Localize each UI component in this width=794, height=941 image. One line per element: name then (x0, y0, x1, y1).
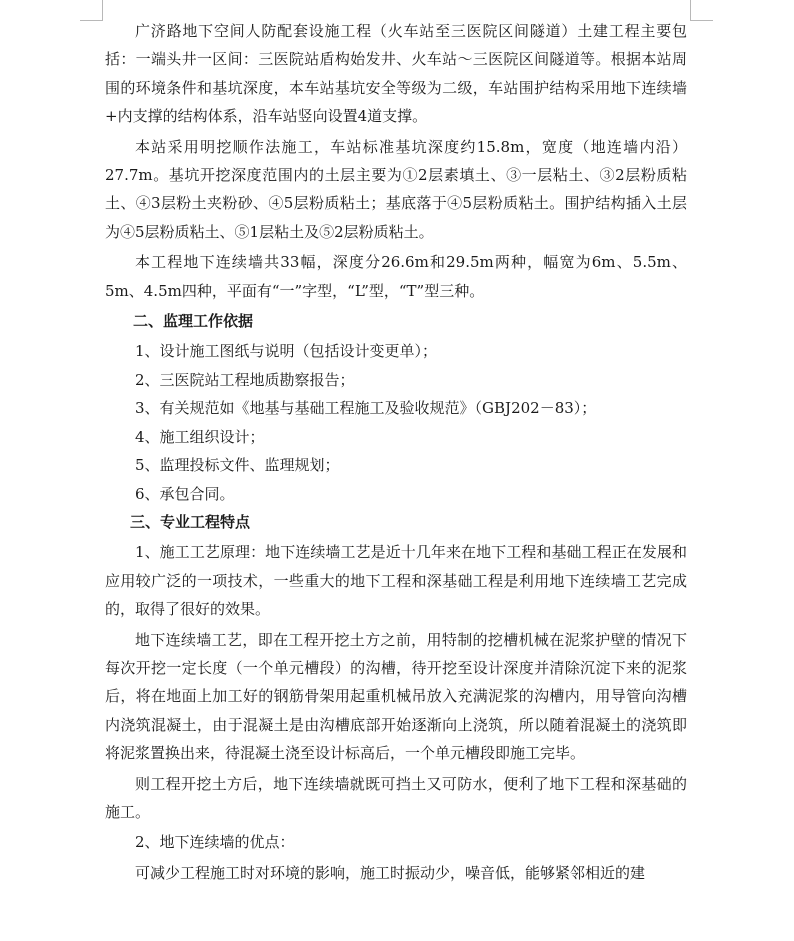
principle-paragraph: 1、施工工艺原理：地下连续墙工艺是近十几年来在地下工程和基础工程正在发展和应用较广泛的一项技术，一些重大的地下工程和深基础工程是利用地下连续墙工艺完成的，取得了很好的效果。 (105, 543, 687, 619)
after-paragraph: 则工程开挖土方后，地下连续墙就既可挡土又可防水，便利了地下工程和深基础的施工。 (105, 774, 687, 821)
basis-item: 3、有关规范如《地基与基础工程施工及验收规范》（GBJ202－83）； (135, 399, 597, 418)
advantages-paragraph: 可减少工程施工时对环境的影响，施工时振动少，噪音低，能够紧邻相近的建 (135, 863, 646, 882)
construction-paragraph: 本站采用明挖顺作法施工，车站标准基坑深度约15.8m，宽度（地连墙内沿）27.7m。基坑开挖深度范围内的土层主要为①2层素填土、③一层粘土、③2层粉质粘土、④3层粉土夹粉砂、④5层粉质粘土；基底落于④5层粉质粘土。围护结构插入土层为④5层粉质粘土、⑤1层粘土及⑤2层粉质粘土。 (105, 137, 687, 241)
wall-paragraph: 本工程地下连续墙共33幅，深度分26.6m和29.5m两种，幅宽为6m、5.5m、5m、4.5m四种，平面有“一”字型，“L”型，“T”型三种。 (105, 253, 687, 300)
basis-item: 2、三医院站工程地质勘察报告； (135, 370, 355, 389)
page-corner-mark-right (690, 0, 713, 21)
process-paragraph: 地下连续墙工艺，即在工程开挖土方之前，用特制的挖槽机械在泥浆护壁的情况下每次开挖一定长度（一个单元槽段）的沟槽，待开挖至设计深度并清除沉淀下来的泥浆后，将在地面上加工好的钢筋骨架用起重机械吊放入充满泥浆的沟槽内，用导管向沟槽内浇筑混凝土，由于混凝土是由沟槽底部开始逐渐向上浇筑，所以随着混凝土的浇筑即将泥浆置换出来，待混凝土浇至设计标高后，一个单元槽段即施工完毕。 (105, 630, 687, 763)
section-heading-features: 三、专业工程特点 (130, 512, 251, 531)
advantages-heading: 2、地下连续墙的优点： (135, 833, 295, 852)
page-corner-mark-left (80, 0, 103, 21)
basis-item: 5、监理投标文件、监理规划； (135, 456, 340, 475)
document-body (105, 17, 687, 887)
basis-item: 6、承包合同。 (135, 484, 235, 503)
basis-item: 1、设计施工图纸与说明（包括设计变更单）； (135, 342, 438, 361)
intro-paragraph: 广济路地下空间人防配套设施工程（火车站至三医院区间隧道）土建工程主要包括：一端头井一区间：三医院站盾构始发井、火车站～三医院区间隧道等。根据本站周围的环境条件和基坑深度，本车站基坑安全等级为二级，车站围护结构采用地下连续墙+内支撑的结构体系，沿车站竖向设置4道支撑。 (105, 22, 687, 126)
basis-item: 4、施工组织设计； (135, 427, 265, 446)
section-heading-basis: 二、监理工作依据 (133, 312, 254, 331)
